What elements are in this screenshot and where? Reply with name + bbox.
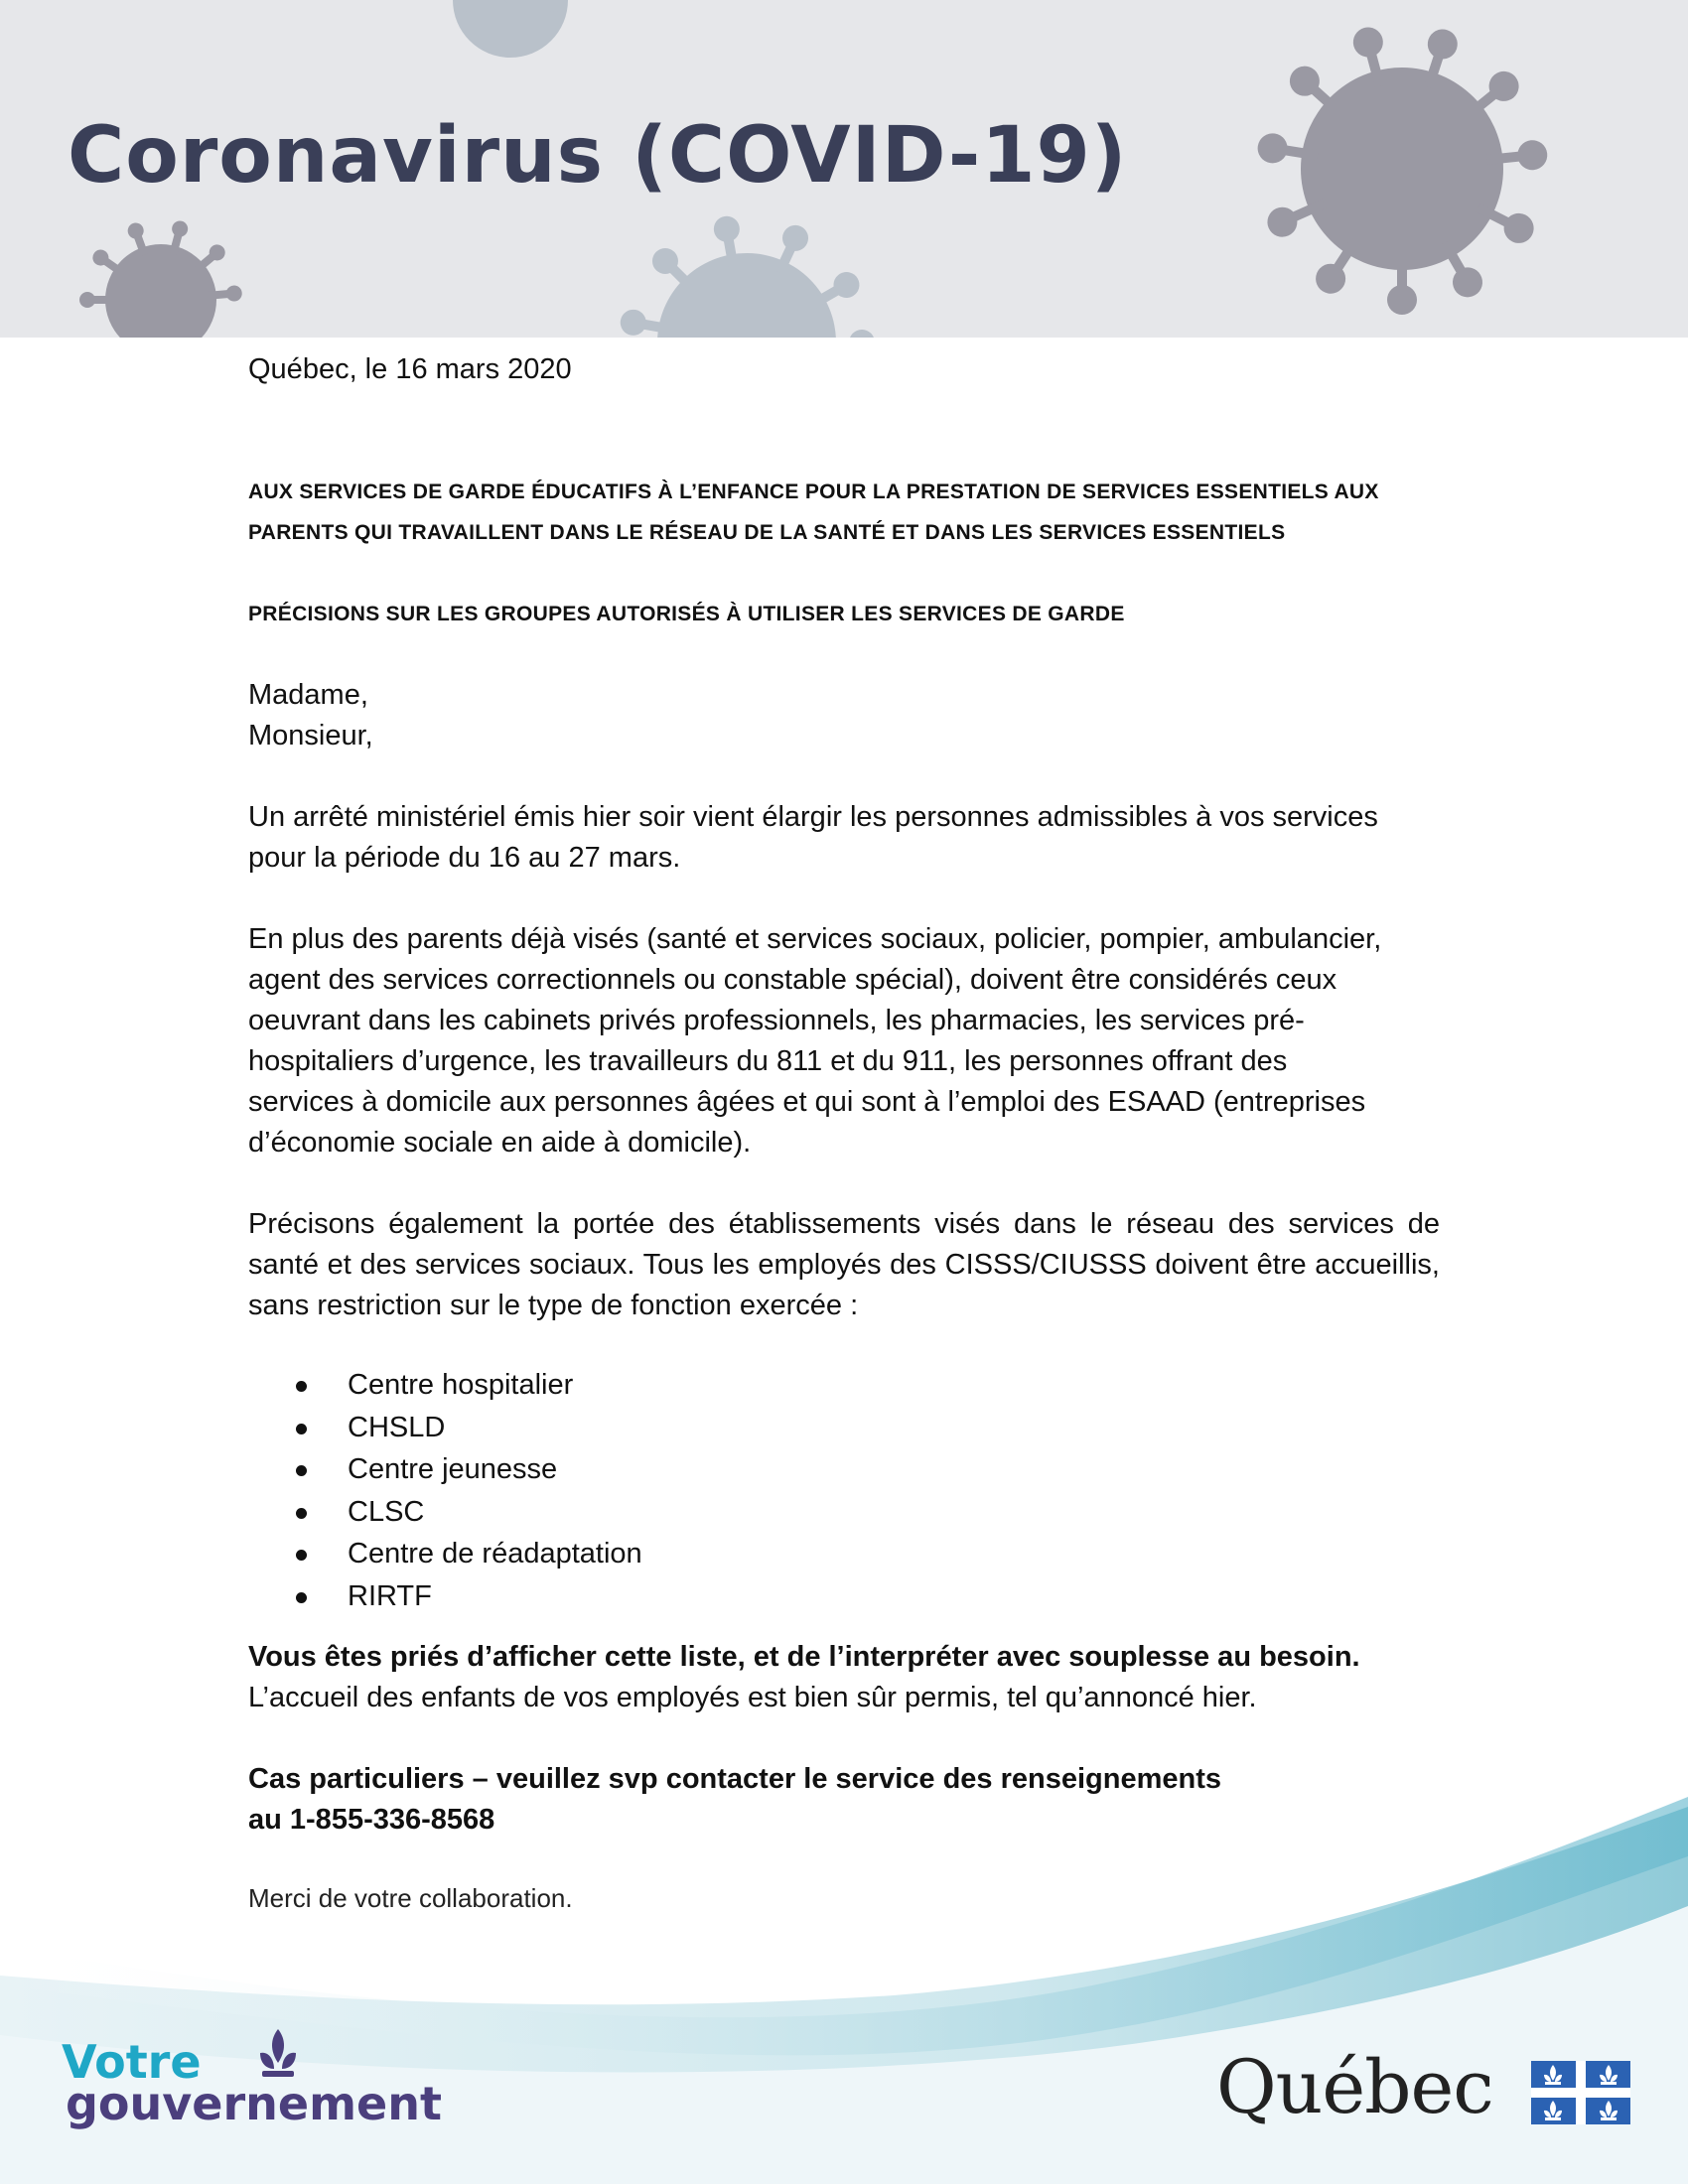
establishment-list	[248, 1364, 1440, 1617]
recipient-line-2: PARENTS QUI TRAVAILLENT DANS LE RÉSEAU DE LA SANTÉ ET DANS LES SERVICES ESSENTIELS	[248, 521, 1286, 544]
paragraph-parents-line: En plus des parents déjà visés (santé et services sociaux, policier, pompier, ambulancier,	[248, 923, 1382, 955]
list-item-label: CLSC	[348, 1495, 425, 1528]
list-item	[248, 1364, 1440, 1407]
bullet-icon	[296, 1592, 307, 1603]
paragraph-parents-line: agent des services correctionnels ou constable spécial), doivent être considérés ceux	[248, 964, 1337, 996]
list-item-label: Centre jeunesse	[348, 1453, 558, 1485]
bullet-icon	[296, 1381, 307, 1392]
closing-thanks: Merci de votre collaboration.	[248, 1883, 573, 1913]
paragraph-etablissements: Précisons également la portée des établissements visés dans le réseau des services de santé et des services sociaux. Tous les employés des CISSS/CIUSSS doivent être accueillis, sans restriction sur le type de fonction exercée :	[248, 1208, 1440, 1321]
quebec-flag-icon	[1531, 2061, 1630, 2124]
paragraph-parents	[248, 919, 1440, 1163]
letter-date: Québec, le 16 mars 2020	[248, 353, 572, 385]
quebec-wordmark: Québec	[1216, 2045, 1493, 2130]
contact-line-1: Cas particuliers – veuillez svp contacter le service des renseignements	[248, 1763, 1222, 1795]
list-item-label: Centre de réadaptation	[348, 1538, 642, 1570]
paragraph-parents-line: services à domicile aux personnes âgées et qui sont à l’emploi des ESAAD (entreprises	[248, 1086, 1366, 1118]
list-item	[248, 1407, 1440, 1449]
recipient-line-1: AUX SERVICES DE GARDE ÉDUCATIFS À L’ENFANCE POUR LA PRESTATION DE SERVICES ESSENTIELS AUX	[248, 480, 1379, 503]
list-item	[248, 1491, 1440, 1534]
letter-subject: PRÉCISIONS SUR LES GROUPES AUTORISÉS À UTILISER LES SERVICES DE GARDE	[248, 603, 1125, 625]
logo-gouvernement-text: gouvernement	[66, 2077, 442, 2130]
list-item-label: CHSLD	[348, 1411, 446, 1443]
page-title: Coronavirus (COVID-19)	[68, 111, 1128, 201]
list-item	[248, 1448, 1440, 1491]
salutation-madame: Madame,	[248, 679, 368, 711]
bullet-icon	[296, 1550, 307, 1561]
bullet-icon	[296, 1465, 307, 1476]
list-item-label: RIRTF	[348, 1579, 432, 1612]
fleur-de-lis-icon	[256, 2027, 300, 2087]
letter-body	[248, 349, 1440, 1918]
paragraph-parents-line: oeuvrant dans les cabinets privés professionnels, les pharmacies, les services pré-	[248, 1005, 1305, 1036]
list-item	[248, 1575, 1440, 1618]
contact-phone: au 1-855-336-8568	[248, 1804, 495, 1836]
notice-text: L’accueil des enfants de vos employés est bien sûr permis, tel qu’annoncé hier.	[248, 1682, 1257, 1713]
list-item	[248, 1533, 1440, 1575]
logo-votre-text: Votre	[62, 2035, 202, 2089]
bullet-icon	[296, 1424, 307, 1434]
bullet-icon	[296, 1508, 307, 1519]
paragraph-parents-line: hospitaliers d’urgence, les travailleurs du 811 et du 911, les personnes offrant des	[248, 1045, 1288, 1077]
header-banner	[0, 0, 1688, 338]
list-item-label: Centre hospitalier	[348, 1369, 574, 1401]
salutation-monsieur: Monsieur,	[248, 720, 373, 751]
notice-bold: Vous êtes priés d’afficher cette liste, et de l’interpréter avec souplesse au besoin.	[248, 1641, 1360, 1673]
paragraph-parents-line: d’économie sociale en aide à domicile).	[248, 1127, 752, 1159]
paragraph-arrete: Un arrêté ministériel émis hier soir vient élargir les personnes admissibles à vos services pour la période du 16 au 27 mars.	[248, 801, 1378, 874]
